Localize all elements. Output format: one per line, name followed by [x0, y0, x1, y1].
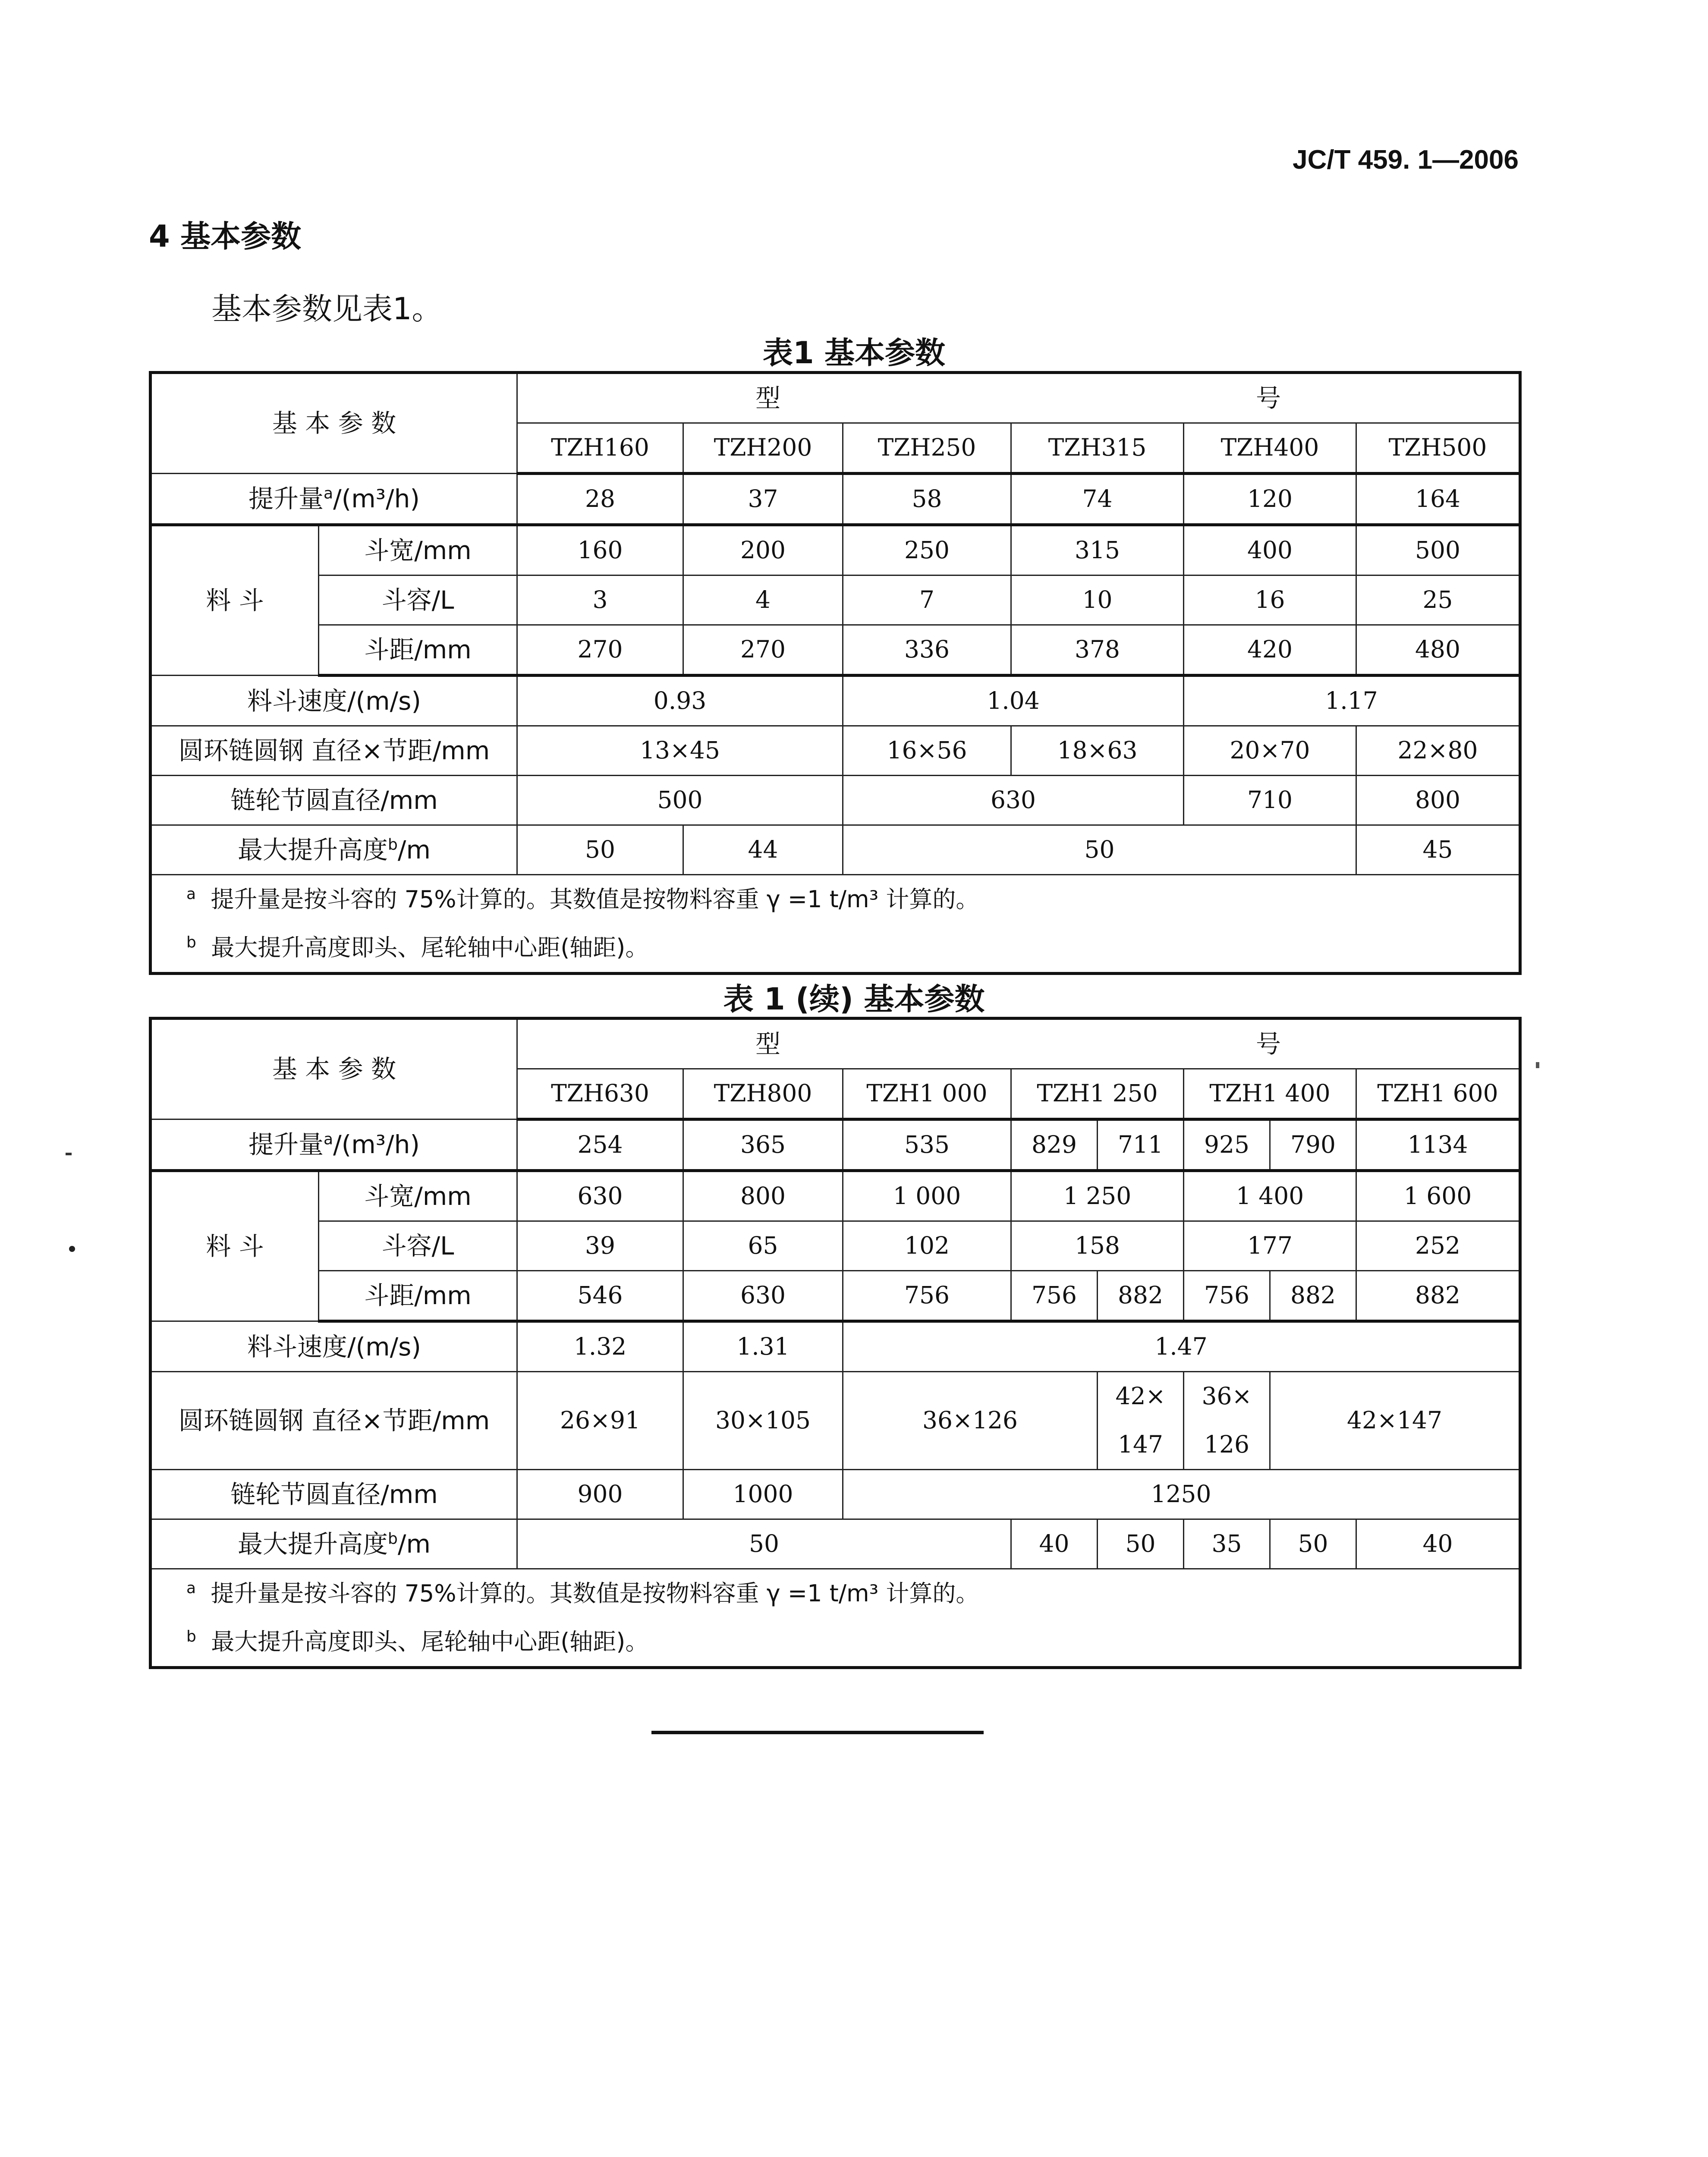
lift-value: 28: [517, 474, 683, 525]
document-code: JC/T 459. 1—2006: [1293, 145, 1519, 175]
footnote-b-text: 最大提升高度即头、尾轮轴中心距(轴距)。: [211, 934, 649, 961]
chain-value: 22×80: [1356, 726, 1520, 776]
header-param-cell: 基 本 参 数: [151, 1019, 517, 1119]
pitch-value: 882: [1098, 1271, 1184, 1321]
note-a-mark: a: [324, 484, 333, 503]
header-number-char: 号: [1255, 383, 1281, 413]
lift-unit: /(m³/h): [333, 484, 420, 513]
chain-value: 42×: [1098, 1372, 1184, 1421]
speed-value: 1.31: [683, 1321, 843, 1372]
width-value: 160: [517, 525, 683, 575]
model-cell: TZH160: [517, 423, 683, 474]
width-label: 斗宽/mm: [319, 525, 517, 575]
width-value: 1 600: [1356, 1171, 1520, 1221]
footnote-b-mark: b: [186, 933, 196, 951]
height-value: 44: [683, 825, 843, 875]
height-unit: /m: [397, 1529, 431, 1559]
footnote-b-mark: b: [186, 1627, 196, 1645]
note-a-mark: a: [324, 1130, 333, 1148]
height-value: 50: [517, 825, 683, 875]
pitch-value: 756: [1184, 1271, 1270, 1321]
width-value: 800: [683, 1171, 843, 1221]
capacity-value: 177: [1184, 1221, 1356, 1271]
pitch-value: 630: [683, 1271, 843, 1321]
model-cell: TZH1 250: [1011, 1069, 1184, 1119]
sprocket-value: 630: [843, 776, 1184, 825]
lift-value: 829: [1011, 1119, 1098, 1171]
chain-label: 圆环链圆钢 直径×节距/mm: [151, 726, 517, 776]
lift-value: 254: [517, 1119, 683, 1171]
height-value: 50: [517, 1519, 1011, 1569]
model-cell: TZH1 000: [843, 1069, 1011, 1119]
speed-label: 料斗速度/(m/s): [151, 1321, 517, 1372]
model-cell: TZH500: [1356, 423, 1520, 474]
sprocket-label: 链轮节圆直径/mm: [151, 1470, 517, 1519]
footnote-b-text: 最大提升高度即头、尾轮轴中心距(轴距)。: [211, 1628, 649, 1655]
width-value: 1 000: [843, 1171, 1011, 1221]
pitch-value: 378: [1011, 625, 1184, 676]
pitch-value: 756: [843, 1271, 1011, 1321]
capacity-value: 39: [517, 1221, 683, 1271]
sprocket-label: 链轮节圆直径/mm: [151, 776, 517, 825]
footnote-a-mark: a: [186, 885, 196, 903]
lift-label: 提升量: [248, 1129, 324, 1159]
lift-value: 925: [1184, 1119, 1270, 1171]
chain-value: 13×45: [517, 726, 843, 776]
footnote-a: [151, 1569, 1520, 1618]
width-value: 500: [1356, 525, 1520, 575]
width-value: 400: [1184, 525, 1356, 575]
footnote-b: [151, 924, 1520, 974]
height-value: 50: [1098, 1519, 1184, 1569]
chain-value: 30×105: [683, 1372, 843, 1470]
model-cell: TZH250: [843, 423, 1011, 474]
section-intro: 基本参数见表1。: [211, 291, 442, 327]
header-number-char: 号: [1256, 1029, 1281, 1059]
lift-value: 711: [1098, 1119, 1184, 1171]
lift-label-cell: [151, 474, 517, 525]
capacity-value: 65: [683, 1221, 843, 1271]
lift-value: 58: [843, 474, 1011, 525]
width-label: 斗宽/mm: [319, 1171, 517, 1221]
model-cell: TZH1 400: [1184, 1069, 1356, 1119]
height-value: 35: [1184, 1519, 1270, 1569]
footnote-a: [151, 875, 1520, 924]
speed-value: 1.04: [843, 676, 1184, 726]
speed-value: 1.47: [843, 1321, 1520, 1372]
model-cell: TZH800: [683, 1069, 843, 1119]
header-type-char: 型: [755, 383, 780, 413]
capacity-label: 斗容/L: [319, 575, 517, 625]
height-label: 最大提升高度: [238, 835, 388, 865]
bucket-label: 料 斗: [151, 525, 319, 676]
height-label-cell: [151, 1519, 517, 1569]
height-label: 最大提升高度: [238, 1529, 388, 1559]
width-value: 1 400: [1184, 1171, 1356, 1221]
chain-value: 42×147: [1270, 1372, 1520, 1470]
lift-label-cell: [151, 1119, 517, 1171]
pitch-value: 480: [1356, 625, 1520, 676]
lift-value: 365: [683, 1119, 843, 1171]
pitch-value: 270: [517, 625, 683, 676]
parameters-table-1-continued: [149, 1017, 1519, 1669]
header-type-cell: [517, 373, 1520, 423]
width-value: 1 250: [1011, 1171, 1184, 1221]
scan-speck: [66, 1153, 72, 1155]
lift-value: 1134: [1356, 1119, 1520, 1171]
model-cell: TZH400: [1184, 423, 1356, 474]
end-rule: [651, 1731, 984, 1734]
lift-value: 120: [1184, 474, 1356, 525]
sprocket-value: 500: [517, 776, 843, 825]
scan-speck: [69, 1246, 75, 1252]
lift-value: 164: [1356, 474, 1520, 525]
scan-speck: [1536, 1062, 1539, 1068]
section-title: 4 基本参数: [149, 219, 302, 254]
sprocket-value: 1000: [683, 1470, 843, 1519]
sprocket-value: 710: [1184, 776, 1356, 825]
pitch-value: 882: [1356, 1271, 1520, 1321]
speed-value: 1.17: [1184, 676, 1520, 726]
lift-value: 74: [1011, 474, 1184, 525]
header-type-char: 型: [755, 1029, 781, 1059]
pitch-value: 756: [1011, 1271, 1098, 1321]
lift-unit: /(m³/h): [333, 1129, 420, 1159]
capacity-value: 4: [683, 575, 843, 625]
speed-label: 料斗速度/(m/s): [151, 676, 517, 726]
footnote-b: [151, 1618, 1520, 1668]
width-value: 200: [683, 525, 843, 575]
model-cell: TZH200: [683, 423, 843, 474]
width-value: 250: [843, 525, 1011, 575]
height-value: 50: [1270, 1519, 1356, 1569]
speed-value: 1.32: [517, 1321, 683, 1372]
pitch-value: 270: [683, 625, 843, 676]
width-value: 630: [517, 1171, 683, 1221]
height-value: 50: [843, 825, 1356, 875]
chain-value: 18×63: [1011, 726, 1184, 776]
height-value: 40: [1011, 1519, 1098, 1569]
header-param-cell: 基 本 参 数: [151, 373, 517, 474]
sprocket-value: 800: [1356, 776, 1520, 825]
capacity-value: 7: [843, 575, 1011, 625]
pitch-value: 420: [1184, 625, 1356, 676]
pitch-label: 斗距/mm: [319, 1271, 517, 1321]
footnote-a-text: 提升量是按斗容的 75%计算的。其数值是按物料容重 γ =1 t/m³ 计算的。: [211, 1579, 979, 1607]
lift-value: 790: [1270, 1119, 1356, 1171]
chain-value: 147: [1098, 1421, 1184, 1470]
height-label-cell: [151, 825, 517, 875]
capacity-value: 10: [1011, 575, 1184, 625]
height-value: 40: [1356, 1519, 1520, 1569]
chain-value: 16×56: [843, 726, 1011, 776]
pitch-value: 546: [517, 1271, 683, 1321]
lift-value: 37: [683, 474, 843, 525]
capacity-value: 16: [1184, 575, 1356, 625]
chain-value: 20×70: [1184, 726, 1356, 776]
note-b-mark: b: [388, 1530, 398, 1548]
bucket-label: 料 斗: [151, 1171, 319, 1321]
pitch-value: 882: [1270, 1271, 1356, 1321]
height-value: 45: [1356, 825, 1520, 875]
capacity-value: 102: [843, 1221, 1011, 1271]
footnote-a-mark: a: [186, 1579, 196, 1597]
speed-value: 0.93: [517, 676, 843, 726]
capacity-value: 25: [1356, 575, 1520, 625]
table1-cont-caption: 表 1 (续) 基本参数: [723, 981, 985, 1017]
capacity-label: 斗容/L: [319, 1221, 517, 1271]
chain-value: 126: [1184, 1421, 1270, 1470]
chain-value: 26×91: [517, 1372, 683, 1470]
footnote-a-text: 提升量是按斗容的 75%计算的。其数值是按物料容重 γ =1 t/m³ 计算的。: [211, 885, 979, 913]
model-cell: TZH315: [1011, 423, 1184, 474]
pitch-value: 336: [843, 625, 1011, 676]
capacity-value: 158: [1011, 1221, 1184, 1271]
capacity-value: 252: [1356, 1221, 1520, 1271]
chain-value: 36×: [1184, 1372, 1270, 1421]
model-cell: TZH630: [517, 1069, 683, 1119]
width-value: 315: [1011, 525, 1184, 575]
height-unit: /m: [397, 835, 431, 865]
capacity-value: 3: [517, 575, 683, 625]
chain-label: 圆环链圆钢 直径×节距/mm: [151, 1372, 517, 1470]
chain-value: 36×126: [843, 1372, 1098, 1470]
table1-caption: 表1 基本参数: [762, 335, 946, 371]
parameters-table-1: [149, 371, 1519, 975]
lift-label: 提升量: [248, 484, 324, 513]
pitch-label: 斗距/mm: [319, 625, 517, 676]
note-b-mark: b: [388, 836, 398, 854]
sprocket-value: 900: [517, 1470, 683, 1519]
lift-value: 535: [843, 1119, 1011, 1171]
model-cell: TZH1 600: [1356, 1069, 1520, 1119]
sprocket-value: 1250: [843, 1470, 1520, 1519]
header-type-cell: [517, 1019, 1520, 1069]
